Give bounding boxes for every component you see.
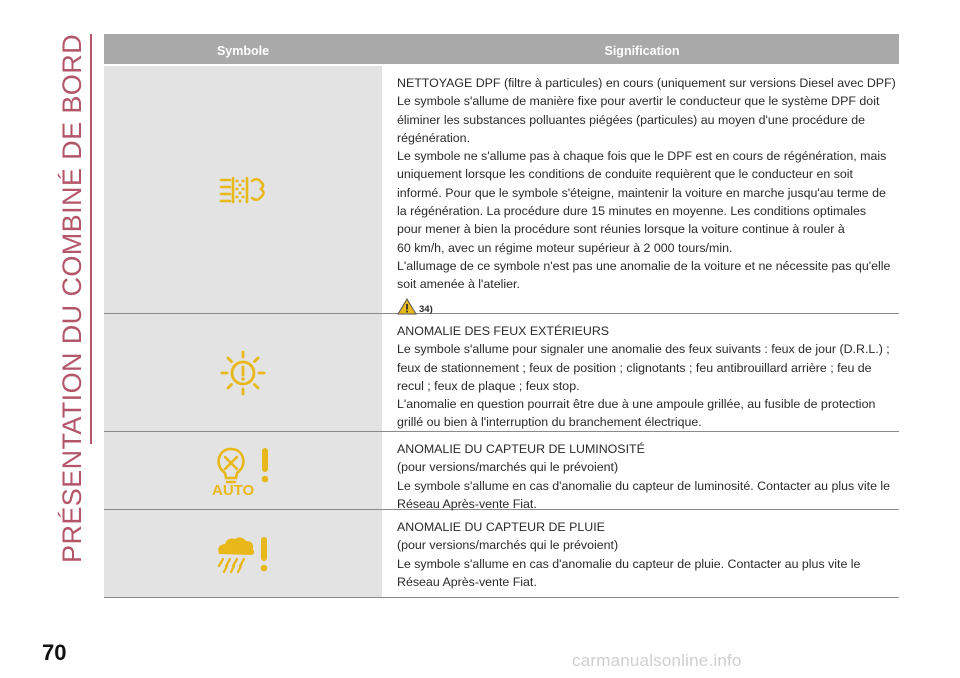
signification-cell: [382, 510, 899, 597]
row-text: Le symbole ne s'allume pas à chaque fois que le DPF est en cours de régénération, mais: [397, 149, 887, 164]
light-sensor-fault-icon: [211, 445, 275, 497]
symbol-table: [104, 34, 899, 598]
row-text: éliminer les substances polluantes piégées (particules) au moyen d'une procédure de: [397, 112, 865, 127]
table-header: [104, 34, 899, 64]
row-text: L'anomalie en question pourrait être due à une ampoule grillée, au fusible de protection: [397, 397, 876, 412]
row-text: (pour versions/marchés qui le prévoient): [397, 460, 619, 475]
row-text: soit amenée à l'atelier.: [397, 277, 520, 292]
section-title-vertical: [52, 34, 92, 563]
row-text: pour mener à bien la procédure sont réunies lorsque la voiture continue à rouler à: [397, 222, 845, 237]
watermark: carmanualsonline.info: [572, 651, 742, 670]
table-row: [104, 510, 899, 598]
header-symbole: Symbole: [216, 44, 270, 58]
row-text: grillé ou bien à l'interruption du branchement électrique.: [397, 415, 702, 430]
row-title: ANOMALIE DU CAPTEUR DE LUMINOSITÉ: [397, 442, 645, 456]
section-title-rule: [90, 34, 92, 444]
page-number: 70: [42, 640, 67, 665]
row-text: régénération.: [397, 130, 471, 145]
dpf-filter-icon: [219, 175, 267, 205]
row-text: 60 km/h, avec un régime moteur supérieur à 2 000 tours/min.: [397, 240, 733, 255]
row-text: (pour versions/marchés qui le prévoient): [397, 538, 619, 553]
row-text: feux de stationnement ; feux de position ; clignotants ; feu antibrouillard arrière ; feu de: [397, 360, 872, 375]
rain-sensor-fault-icon: [213, 534, 273, 574]
row-text: informé. Pour que le symbole s'éteigne, maintenir la voiture en marche jusqu'au terme de: [397, 185, 886, 200]
row-title: ANOMALIE DES FEUX EXTÉRIEURS: [397, 324, 610, 338]
header-signification: Signification: [604, 44, 680, 58]
symbol-cell: [104, 314, 382, 431]
row-text: Réseau Après-vente Fiat.: [397, 496, 537, 511]
row-text: Le symbole s'allume de manière fixe pour avertir le conducteur que le système DPF doit: [397, 94, 880, 109]
row-text: recul ; feux de plaque ; feux stop.: [397, 378, 580, 393]
row-title: NETTOYAGE DPF (filtre à particules) en cours (uniquement sur versions Diesel avec DPF): [397, 76, 896, 90]
signification-cell: [382, 66, 899, 313]
row-text: Le symbole s'allume en cas d'anomalie du capteur de luminosité. Contacter au plus vite le: [397, 478, 891, 493]
symbol-cell: [104, 432, 382, 509]
table-row: [104, 66, 899, 314]
signification-cell: [382, 314, 899, 431]
row-text: la régénération. La procédure dure 15 minutes en moyenne. Les conditions optimales: [397, 204, 867, 219]
row-text: uniquement lorsque les conditions de conduite requièrent que le conducteur en soit: [397, 167, 854, 182]
table-row: [104, 314, 899, 432]
symbol-cell: [104, 510, 382, 597]
symbol-cell: [104, 66, 382, 313]
row-title: ANOMALIE DU CAPTEUR DE PLUIE: [397, 520, 605, 534]
warning-triangle-icon: [397, 298, 417, 315]
row-text: Réseau Après-vente Fiat.: [397, 574, 537, 589]
row-text: L'allumage de ce symbole n'est pas une anomalie de la voiture et ne nécessite pas qu'elle: [397, 258, 891, 273]
exterior-lights-fault-icon: [218, 348, 268, 398]
row-text: Le symbole s'allume en cas d'anomalie du capteur de pluie. Contacter au plus vite le: [397, 556, 861, 571]
warning-reference[interactable]: [397, 298, 897, 315]
row-text: Le symbole s'allume pour signaler une anomalie des feux suivants : feux de jour (D.R.L.) ;: [397, 342, 890, 357]
signification-cell: [382, 432, 899, 509]
table-row: [104, 432, 899, 510]
section-title-text: PRÉSENTATION DU COMBINÉ DE BORD: [57, 34, 87, 563]
auto-label: AUTO: [212, 481, 255, 497]
warning-ref-number: 34): [419, 303, 433, 315]
